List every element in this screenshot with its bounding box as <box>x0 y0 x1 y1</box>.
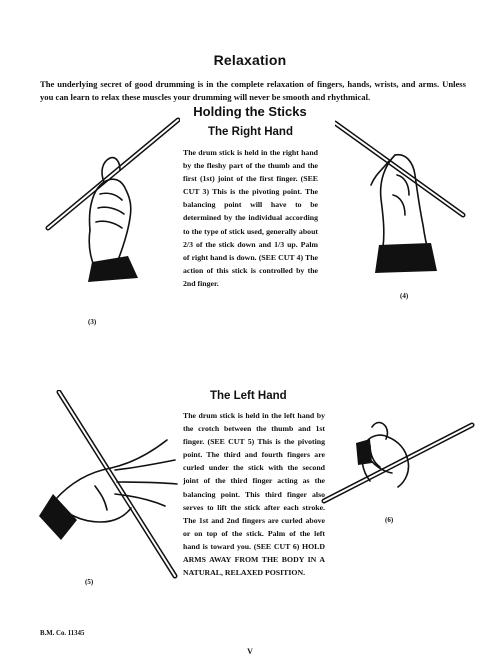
left-hand-text-block <box>183 409 325 579</box>
right-hand-heading: The Right Hand <box>208 126 293 138</box>
caption-cut-3: (3) <box>88 318 97 326</box>
illustration-left-hand-cut-5 <box>25 390 190 580</box>
illustration-left-hand-cut-6 <box>320 405 480 515</box>
caption-cut-6: (6) <box>385 516 394 524</box>
right-hand-text: The drum stick is held in the right hand by the fleshy part of the thumb and the first (1st) joint of the first finger. (SEE CUT 3) This is the pivoting point. The balancing point will have to be determined by the individual according to the type of stick used, generally about 2/3 of the stick down and 1/3 up. Palm of right hand is down. (SEE CUT 4) The action of this stick is controlled by the 2nd finger. <box>183 148 318 288</box>
illustration-right-hand-cut-3 <box>30 110 180 290</box>
intro-paragraph: The underlying secret of good drumming is in the complete relaxation of fingers, hands, wrists, and arms. Unless you can learn to relax these muscles your drumming will never be smooth and rhythmical. <box>40 79 466 102</box>
section-subtitle: Holding the Sticks <box>193 104 307 119</box>
caption-cut-5: (5) <box>85 578 94 586</box>
page-number: V <box>247 647 253 656</box>
caption-cut-4: (4) <box>400 292 409 300</box>
left-hand-text: The drum stick is held in the left hand by the crotch between the thumb and 1st finger. (SEE CUT 5) This is the pivoting point. The third and fourth fingers are curled under the stick with the second joint of the third finger acting as the balancing point. This third finger also serves to lift the stick after each stroke. The 1st and 2nd fingers are curled above or on top of the stick. Palm of the left hand is toward you. (SEE CUT 6) <box>183 411 325 551</box>
left-hand-heading: The Left Hand <box>210 390 287 402</box>
illustration-right-hand-cut-4 <box>335 115 475 280</box>
page-title: Relaxation <box>213 52 287 68</box>
publisher-code: B.M. Co. 11345 <box>40 630 85 637</box>
left-hand-note: HOLD ARMS AWAY FROM THE BODY IN A NATURAL, RELAXED POSITION. <box>183 541 326 578</box>
